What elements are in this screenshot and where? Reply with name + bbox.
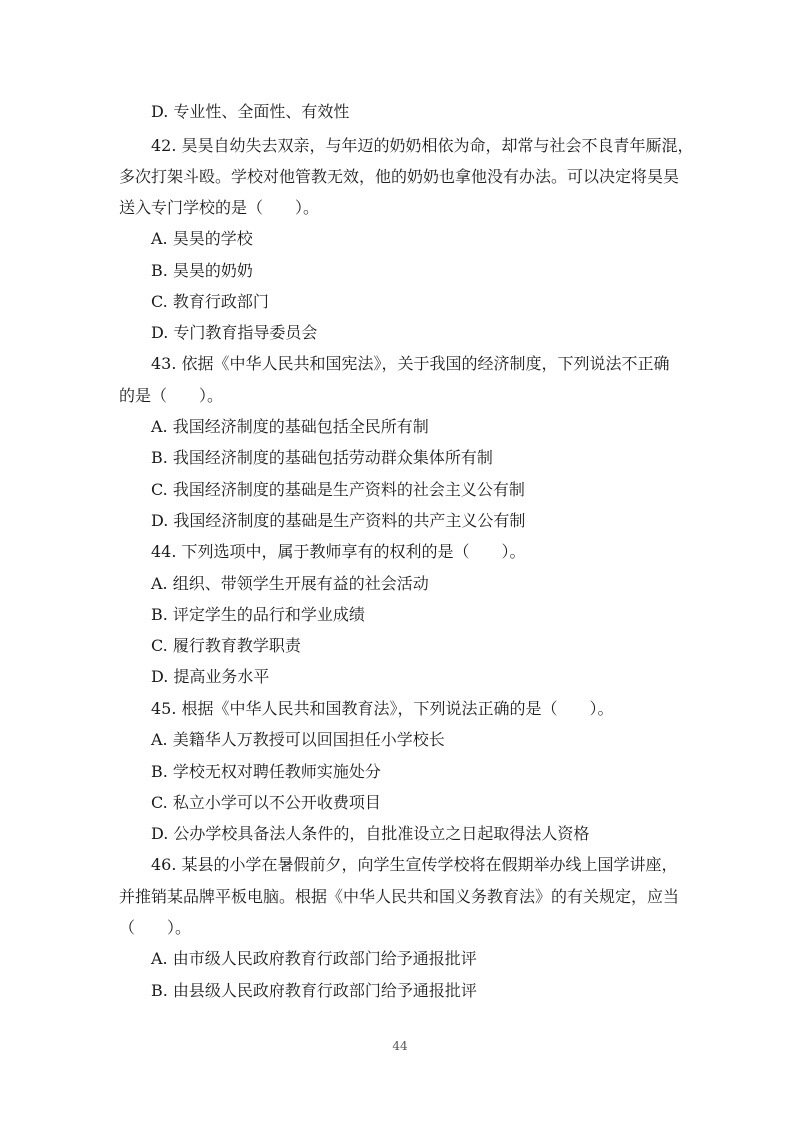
q43-stem-line-2: 的是（ ）。 [119,386,224,405]
q42-stem-line-1: 42. 昊昊自幼失去双亲，与年迈的奶奶相依为命，却常与社会不良青年厮混， [151,136,694,155]
q42-stem-line-2: 多次打架斗殴。学校对他管教无效，他的奶奶也拿他没有办法。可以决定将昊昊 [119,167,680,186]
q42-option-c: C. 教育行政部门 [151,292,269,311]
page-number: 44 [392,1039,408,1053]
q42-option-d: D. 专门教育指导委员会 [151,323,318,342]
q45-option-d: D. 公办学校具备法人条件的，自批准设立之日起取得法人资格 [151,824,590,843]
q42-option-a: A. 昊昊的学校 [151,229,253,248]
q42-stem-line-3: 送入专门学校的是（ ）。 [119,198,320,217]
q42-option-b: B. 昊昊的奶奶 [151,261,253,280]
q43-option-c: C. 我国经济制度的基础是生产资料的社会主义公有制 [151,480,525,499]
q45-option-a: A. 美籍华人万教授可以回国担任小学校长 [151,730,445,749]
q43-option-b: B. 我国经济制度的基础包括劳动群众集体所有制 [151,448,493,467]
q44-option-d: D. 提高业务水平 [151,667,270,686]
q45-option-b: B. 学校无权对聘任教师实施处分 [151,762,381,781]
q46-option-b: B. 由县级人民政府教育行政部门给予通报批评 [151,981,477,1000]
q44-option-b: B. 评定学生的品行和学业成绩 [151,605,365,624]
q43-stem-line-1: 43. 依据《中华人民共和国宪法》，关于我国的经济制度，下列说法不正确 [151,354,670,373]
q44-option-c: C. 履行教育教学职责 [151,636,301,655]
q44-option-a: A. 组织、带领学生开展有益的社会活动 [151,574,429,593]
q46-stem-line-3: （ ）。 [119,918,192,937]
q44-stem-line-1: 44. 下列选项中，属于教师享有的权利的是（ ）。 [151,542,526,561]
q43-option-a: A. 我国经济制度的基础包括全民所有制 [151,417,429,436]
q45-stem-line-1: 45. 根据《中华人民共和国教育法》，下列说法正确的是（ ）。 [151,699,614,718]
q43-option-d: D. 我国经济制度的基础是生产资料的共产主义公有制 [151,511,526,530]
q41-option-d: D. 专业性、全面性、有效性 [151,102,350,121]
q46-stem-line-1: 46. 某县的小学在暑假前夕，向学生宣传学校将在假期举办线上国学讲座， [151,855,678,874]
q45-option-c: C. 私立小学可以不公开收费项目 [151,793,381,812]
q46-stem-line-2: 并推销某品牌平板电脑。根据《中华人民共和国义务教育法》的有关规定，应当 [119,887,680,906]
q46-option-a: A. 由市级人民政府教育行政部门给予通报批评 [151,949,477,968]
